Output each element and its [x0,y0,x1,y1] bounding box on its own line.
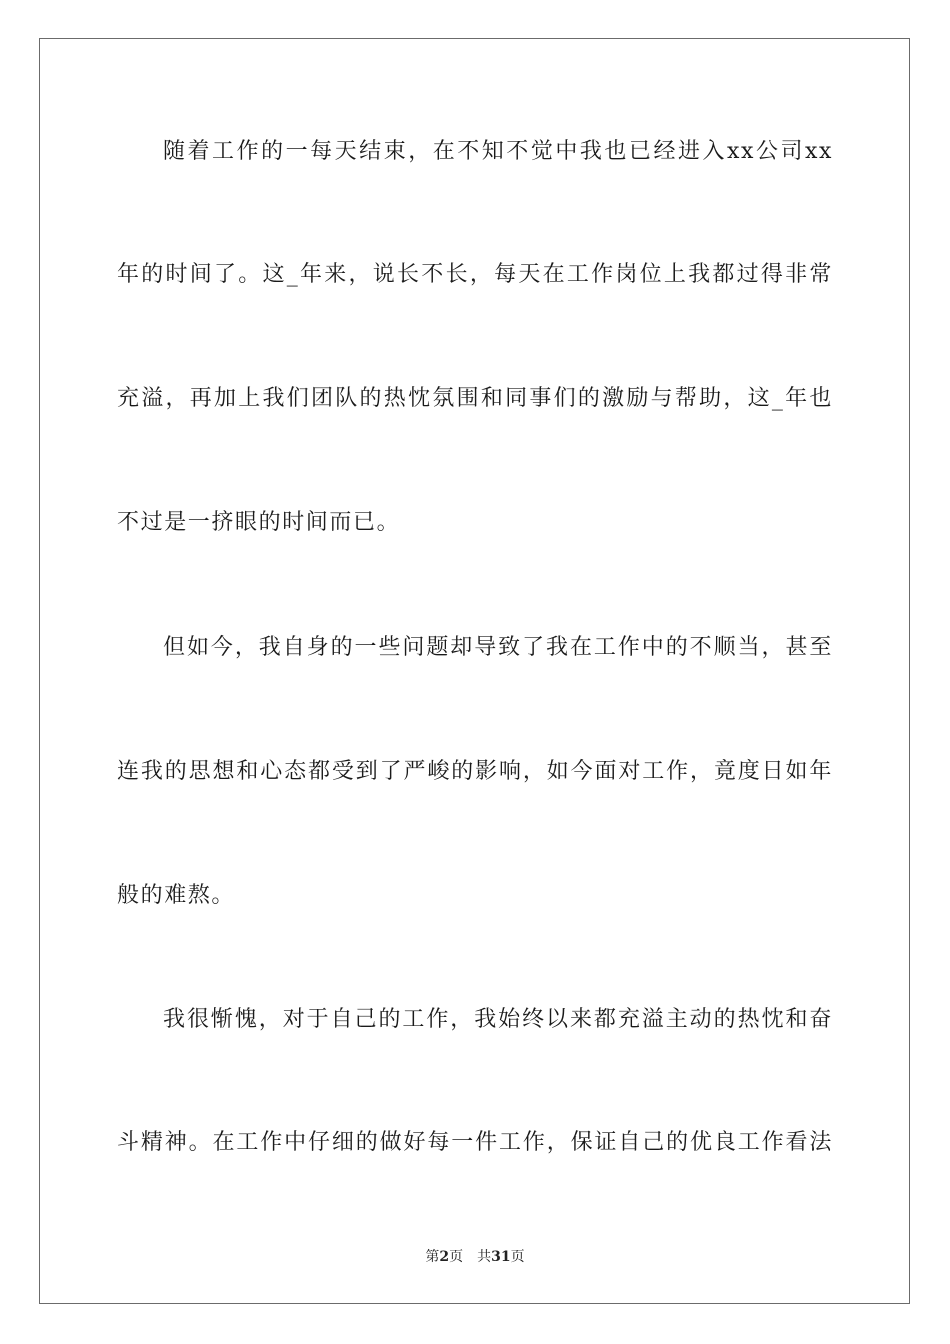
paragraph-2-line-2: 连我的思想和心态都受到了严峻的影响，如今面对工作，竟度日如年 [117,759,833,784]
paragraph-1-line-1: 随着工作的一每天结束，在不知不觉中我也已经进入xx公司xx [163,139,833,164]
paragraph-3-line-2: 斗精神。在工作中仔细的做好每一件工作，保证自己的优良工作看法 [117,1130,833,1155]
paragraph-1-line-4: 不过是一挤眼的时间而已。 [117,510,401,535]
paragraph-1-line-3: 充溢，再加上我们团队的热忱氛围和同事们的激励与帮助，这_年也 [117,386,833,411]
total-pages: 31 [491,1249,511,1265]
total-suffix: 页 [510,1249,525,1265]
paragraph-3-line-1: 我很惭愧，对于自己的工作，我始终以来都充溢主动的热忱和奋 [163,1007,833,1032]
page-prefix: 第 [425,1249,440,1265]
paragraph-2-line-1: 但如今，我自身的一些问题却导致了我在工作中的不顺当，甚至 [163,635,833,660]
paragraph-2-line-3: 般的难熬。 [117,883,236,908]
page-number: 2 [439,1249,450,1265]
page-border [39,38,910,1304]
page-footer [0,1248,950,1266]
paragraph-1-line-2: 年的时间了。这_年来，说长不长，每天在工作岗位上我都过得非常 [117,262,833,287]
total-prefix: 共 [477,1249,492,1265]
page-suffix: 页 [449,1249,464,1265]
